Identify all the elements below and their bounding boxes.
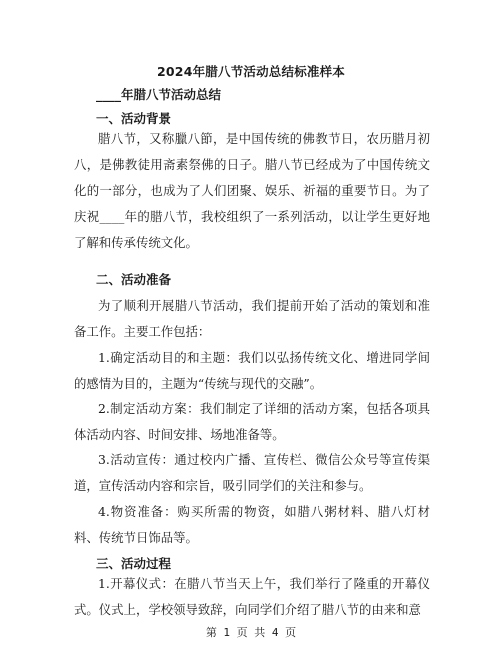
- section-heading-background: 一、活动背景: [96, 111, 172, 126]
- document-subtitle: ____年腊八节活动总结: [96, 87, 222, 102]
- section-heading-process: 三、活动过程: [96, 556, 172, 571]
- paragraph-preparation-item-3: 3.活动宣传：通过校内广播、宣传栏、微信公众号等宣传渠道，宣传活动内容和宗旨，吸引同学们的关注和参与。: [74, 452, 430, 493]
- paragraph-background: 腊八节，又称臘八節，是中国传统的佛教节日，农历腊月初八，是佛教徒用斋素祭佛的日子。腊八节已经成为了中国传统文化的一部分，也成为了人们团聚、娱乐、祈福的重要节日。为了庆祝____年的腊八节，我校组织了一系列活动，以让学生更好地了解和传承传统文化。: [74, 131, 430, 250]
- paragraph-preparation-item-1: 1.确定活动目的和主题：我们以弘扬传统文化、增进同学间的感情为目的，主题为“传统与现代的交融”。: [74, 350, 430, 391]
- page-footer: 第 1 页 共 4 页: [205, 626, 297, 639]
- paragraph-preparation-item-4: 4.物资准备：购买所需的物资，如腊八粥材料、腊八灯材料、传统节日饰品等。: [74, 504, 430, 545]
- section-heading-preparation: 二、活动准备: [96, 272, 172, 287]
- paragraph-preparation-item-2: 2.制定活动方案：我们制定了详细的活动方案，包括各项具体活动内容、时间安排、场地准备等。: [74, 401, 430, 442]
- paragraph-process-item-1: 1.开幕仪式：在腊八节当天上午，我们举行了隆重的开幕仪式。仪式上，学校领导致辞，向同学们介绍了腊八节的由来和意: [74, 576, 430, 617]
- document-title: 2024年腊八节活动总结标准样本: [157, 64, 345, 79]
- paragraph-preparation-intro: 为了顺利开展腊八节活动，我们提前开始了活动的策划和准备工作。主要工作包括：: [74, 298, 430, 339]
